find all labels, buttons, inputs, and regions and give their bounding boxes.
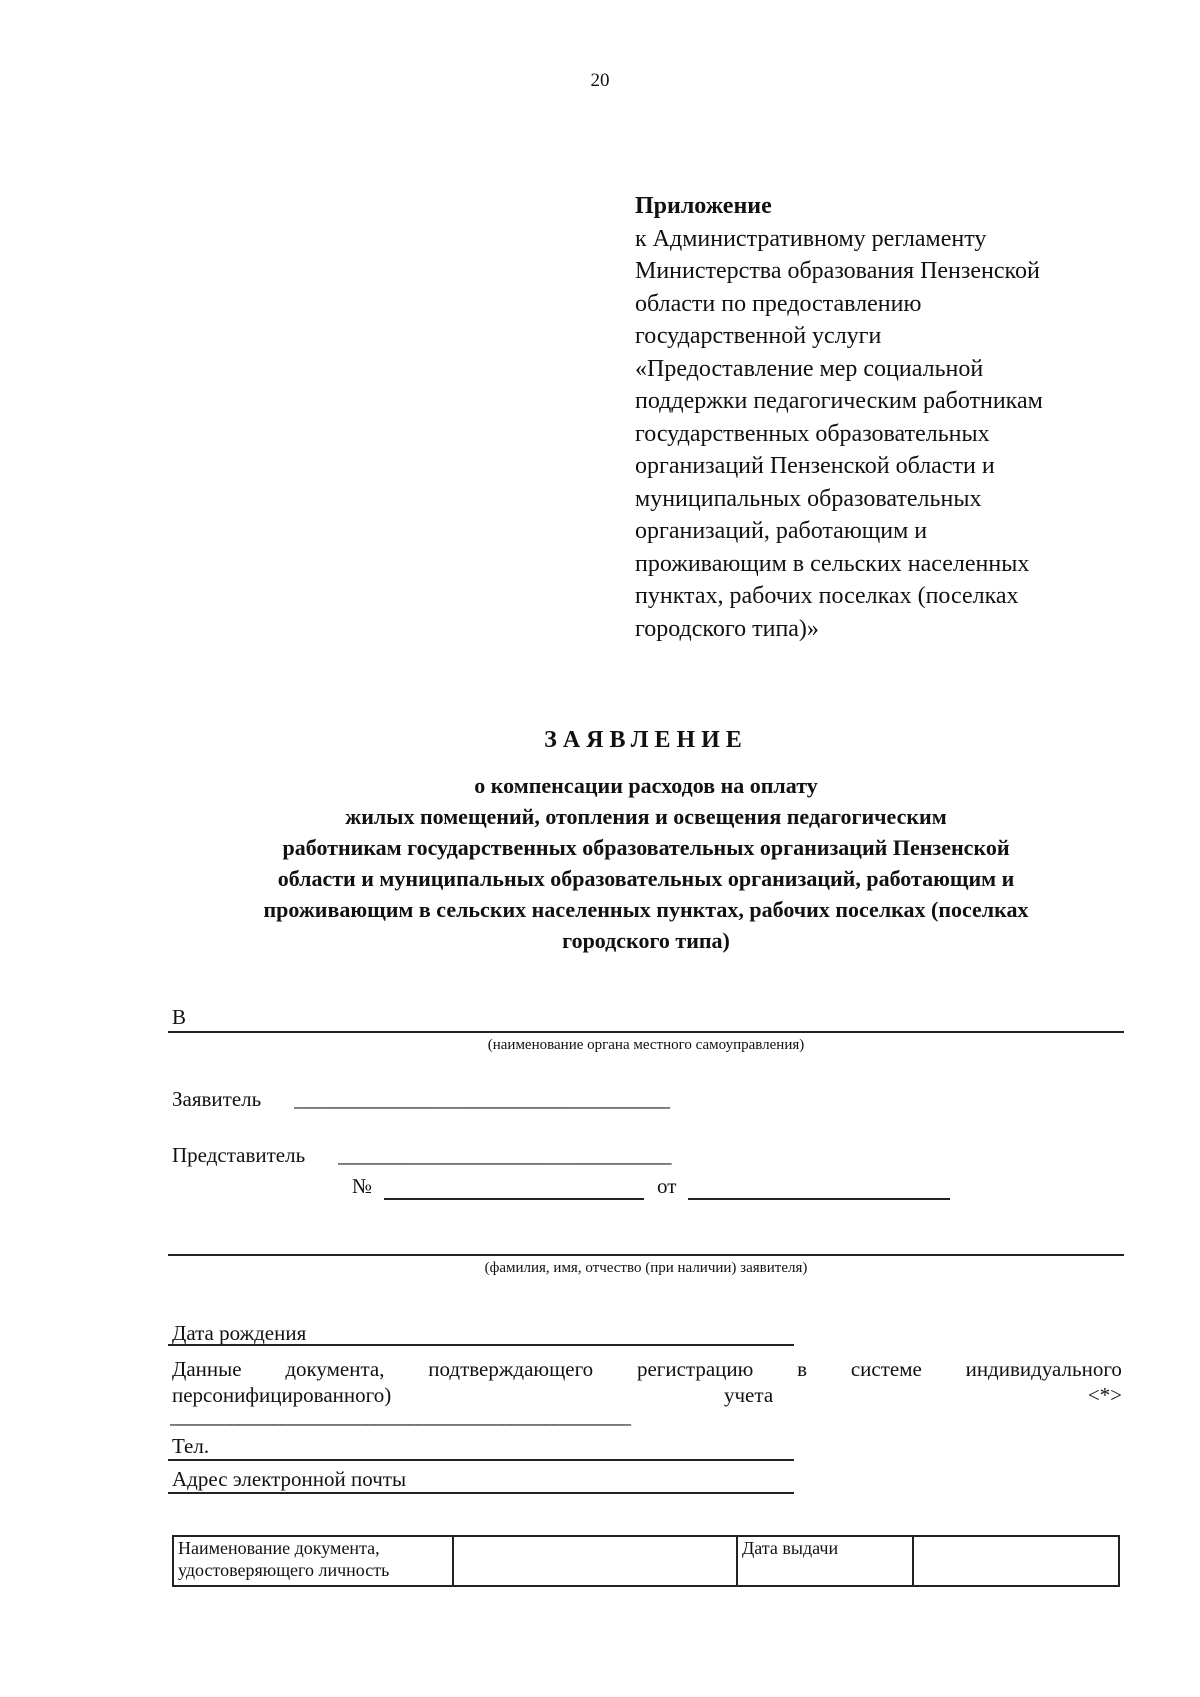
to-field-line[interactable] [168, 1031, 1124, 1033]
fio-field-line[interactable] [168, 1254, 1124, 1256]
issue-date-value-cell[interactable] [913, 1536, 1119, 1586]
snils-word: подтверждающего [428, 1357, 594, 1381]
snils-word: Данные [172, 1357, 242, 1381]
appendix-line: организаций, работающим и [635, 518, 928, 544]
snils-word: документа, [285, 1357, 385, 1381]
subtitle-line: работникам государственных образовательных организаций Пензенской [282, 835, 1010, 860]
footnote-marker: <*> [1087, 1383, 1122, 1407]
email-field[interactable] [168, 1492, 794, 1494]
snils-word: индивидуального [965, 1357, 1122, 1381]
appendix-block [635, 190, 1155, 645]
appendix-line: области по предоставлению [635, 290, 922, 317]
to-field-note: (наименование органа местного самоуправления) [487, 1037, 805, 1053]
phone-field[interactable] [168, 1459, 794, 1461]
to-label: В [172, 1005, 187, 1029]
appendix-line: пунктах, рабочих поселках (поселках [635, 583, 1019, 609]
fio-field-note: (фамилия, имя, отчество (при наличии) заявителя) [484, 1260, 808, 1276]
appendix-title: Приложение [635, 193, 772, 219]
email-label: Адрес электронной почты [172, 1467, 407, 1491]
subtitle-line: жилых помещений, отопления и освещения педагогическим [345, 804, 947, 829]
id-document-table [172, 1535, 1120, 1587]
issue-date-label-cell: Дата выдачи [737, 1536, 913, 1586]
doc-name-label-cell: Наименование документа, удостоверяющего личность [173, 1536, 453, 1586]
subtitle-line: городского типа) [562, 928, 730, 953]
page-number: 20 [590, 70, 610, 91]
snils-word: регистрацию [636, 1357, 754, 1381]
appendix-line: организаций Пензенской области и [635, 453, 995, 479]
document-subtitle [150, 770, 1142, 956]
birth-date-field[interactable] [168, 1344, 794, 1346]
subtitle-line: области и муниципальных образовательных организаций, работающим и [277, 866, 1015, 891]
from-label: от [657, 1174, 677, 1198]
appendix-line: государственных образовательных [635, 420, 990, 447]
snils-text-row [172, 1356, 1122, 1382]
snils-word: персонифицированного) [172, 1383, 392, 1407]
appendix-line: Министерства образования Пензенской [635, 258, 1040, 284]
appendix-line: проживающим в сельских населенных [635, 550, 1030, 577]
document-title: ЗАЯВЛЕНИЕ [544, 727, 748, 753]
appendix-line: муниципальных образовательных [635, 485, 982, 512]
representative-field[interactable]: _______________________________________ [338, 1143, 670, 1167]
applicant-field[interactable]: ____________________________________________ [294, 1087, 668, 1111]
number-label: № [352, 1174, 373, 1198]
subtitle-line: о компенсации расходов на оплату [474, 773, 818, 798]
subtitle-line: проживающим в сельских населенных пунктах, рабочих поселках (поселках [263, 897, 1029, 922]
representative-label: Представитель [172, 1143, 306, 1167]
phone-label: Тел. [172, 1434, 210, 1458]
doc-name-value-cell[interactable] [453, 1536, 737, 1586]
appendix-line: государственной услуги [635, 323, 882, 349]
snils-word: системе [850, 1357, 922, 1381]
from-date-field[interactable] [688, 1198, 950, 1200]
snils-word: в [797, 1357, 808, 1381]
appendix-line: городского типа)» [635, 615, 819, 642]
snils-word: учета [724, 1383, 774, 1407]
appendix-line: «Предоставление мер социальной [635, 355, 984, 382]
snils-field[interactable]: ______________________________________________________ [170, 1404, 629, 1428]
applicant-label: Заявитель [172, 1087, 262, 1111]
table-row [173, 1536, 1119, 1586]
number-field[interactable] [384, 1198, 644, 1200]
snils-block [172, 1356, 1122, 1408]
birth-date-label: Дата рождения [172, 1321, 307, 1345]
appendix-line: к Административному регламенту [635, 225, 987, 252]
appendix-line: поддержки педагогическим работникам [635, 388, 1043, 414]
